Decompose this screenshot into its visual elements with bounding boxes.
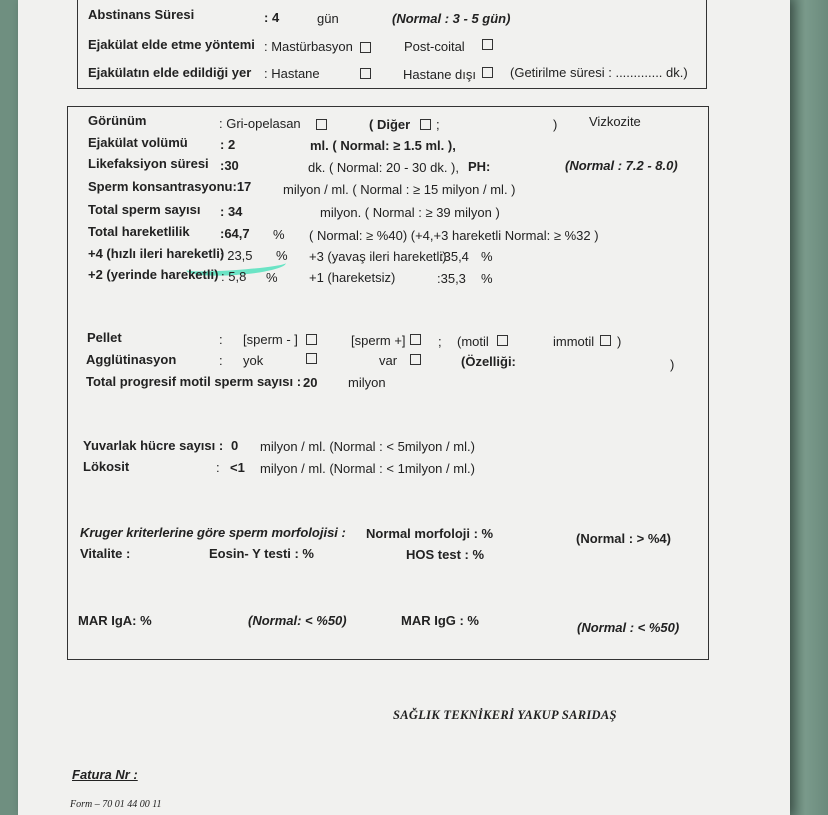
agglutination-none-checkbox[interactable] xyxy=(306,353,317,364)
round-cells-value: 0 xyxy=(231,438,239,453)
agglutination-present-checkbox[interactable] xyxy=(410,354,421,365)
pellet-sperm-minus-checkbox[interactable] xyxy=(306,334,317,345)
pellet-motile: (motil xyxy=(457,334,489,349)
agglutination-none: yok xyxy=(243,353,264,368)
appearance-label: Görünüm xyxy=(88,113,147,128)
method-option-postcoital: Post-coital xyxy=(404,39,465,54)
tpm-unit: milyon xyxy=(348,375,386,390)
viscosity-label: Vizkozite xyxy=(589,114,641,129)
delivery-time: (Getirilme süresi : ............. dk.) xyxy=(510,65,688,80)
leukocyte-value: <1 xyxy=(230,460,245,475)
place-label: Ejakülatın elde edildiği yer xyxy=(88,65,252,80)
motility-value: :64,7 xyxy=(220,226,250,241)
ph-normal: (Normal : 7.2 - 8.0) xyxy=(565,158,678,173)
leukocyte-normal: milyon / ml. (Normal : < 1milyon / ml.) xyxy=(260,461,475,476)
pellet-semicolon: ; xyxy=(438,334,442,349)
appearance-other-semicolon: ; xyxy=(436,117,440,132)
hos-test: HOS test : % xyxy=(406,547,485,562)
abstinence-unit: gün xyxy=(317,11,339,26)
leukocyte-label: Lökosit xyxy=(83,459,130,474)
normal-morphology: Normal morfoloji : % xyxy=(366,526,494,541)
appearance-other: ( Diğer xyxy=(369,117,411,132)
volume-normal: ml. ( Normal: ≥ 1.5 ml. ), xyxy=(310,138,456,153)
agglutination-feature: (Özelliği: xyxy=(461,354,516,369)
pellet-sperm-minus: [sperm - ] xyxy=(243,332,298,347)
pellet-immotile-checkbox[interactable] xyxy=(600,335,611,346)
pellet-immotile: immotil xyxy=(553,334,595,349)
kruger-label: Kruger kriterlerine göre sperm morfolojisi : xyxy=(80,525,346,540)
appearance-close: ) xyxy=(553,117,558,132)
agglutination-colon: : xyxy=(219,353,223,368)
concentration-label: Sperm konsantrasyonu:17 xyxy=(88,179,252,194)
abstinence-value: : 4 xyxy=(264,10,280,25)
method-option-masturbation: : Mastürbasyon xyxy=(264,39,353,54)
outside-checkbox[interactable] xyxy=(482,67,493,78)
ph-label: PH: xyxy=(468,159,491,174)
grade2-label: +2 (yerinde hareketli) xyxy=(88,267,219,282)
appearance-checkbox[interactable] xyxy=(316,119,327,130)
grade1-percent: % xyxy=(481,271,493,286)
masturbation-checkbox[interactable] xyxy=(360,42,371,53)
liquefaction-normal: dk. ( Normal: 20 - 30 dk. ), xyxy=(308,160,459,175)
motility-normal: ( Normal: ≥ %40) (+4,+3 hareketli Normal: ≥ %32 ) xyxy=(309,228,599,243)
tpm-label: Total progresif motil sperm sayısı : xyxy=(86,374,302,389)
background-fold xyxy=(790,0,828,815)
grade2-percent: % xyxy=(266,270,278,285)
postcoital-checkbox[interactable] xyxy=(482,39,493,50)
grade1-label: +1 (hareketsiz) xyxy=(309,270,396,285)
liquefaction-value: :30 xyxy=(220,158,239,173)
pellet-sperm-plus-checkbox[interactable] xyxy=(410,334,421,345)
grade4-percent: % xyxy=(276,248,288,263)
invoice-label: Fatura Nr : xyxy=(72,767,138,782)
mar-igg-normal: (Normal : < %50) xyxy=(577,620,680,635)
abstinence-normal: (Normal : 3 - 5 gün) xyxy=(392,11,511,26)
eosin-test: Eosin- Y testi : % xyxy=(209,546,314,561)
motility-percent: % xyxy=(273,227,285,242)
volume-value: : 2 xyxy=(220,137,236,152)
liquefaction-label: Likefaksiyon süresi xyxy=(88,156,209,171)
pellet-motile-checkbox[interactable] xyxy=(497,335,508,346)
pellet-sperm-plus: [sperm +] xyxy=(351,333,406,348)
total-count-normal: milyon. ( Normal : ≥ 39 milyon ) xyxy=(320,205,500,220)
grade3-label: +3 (yavaş ileri hareketli) xyxy=(309,249,447,264)
grade4-value: : 23,5 xyxy=(220,248,253,263)
total-count-value: : 34 xyxy=(220,204,243,219)
grade2-value: : 5,8 xyxy=(221,269,247,284)
tpm-value: 20 xyxy=(303,375,318,390)
hospital-checkbox[interactable] xyxy=(360,68,371,79)
volume-label: Ejakülat volümü xyxy=(88,135,188,150)
appearance-value: : Gri-opelasan xyxy=(219,116,301,131)
pellet-close: ) xyxy=(617,334,622,349)
appearance-other-checkbox[interactable] xyxy=(420,119,431,130)
round-cells-label: Yuvarlak hücre sayısı : xyxy=(83,438,224,453)
form-number: Form – 70 01 44 00 11 xyxy=(70,799,162,810)
abstinence-label: Abstinans Süresi xyxy=(88,7,195,22)
mar-iga-normal: (Normal: < %50) xyxy=(248,613,347,628)
leukocyte-colon: : xyxy=(216,460,220,475)
grade3-value: :35,4 xyxy=(440,249,469,264)
place-option-outside: Hastane dışı xyxy=(403,67,476,82)
vitality-label: Vitalite : xyxy=(80,546,131,561)
grade4-label: +4 (hızlı ileri hareketli) xyxy=(88,246,225,261)
grade3-percent: % xyxy=(481,249,493,264)
total-count-label: Total sperm sayısı xyxy=(88,202,201,217)
concentration-normal: milyon / ml. ( Normal : ≥ 15 milyon / ml. ) xyxy=(283,182,516,197)
morphology-normal: (Normal : > %4) xyxy=(576,531,671,546)
mar-igg: MAR IgG : % xyxy=(401,613,479,628)
technician-signature: SAĞLIK TEKNİKERİ YAKUP SARIDAŞ xyxy=(393,708,617,722)
agglutination-present: var xyxy=(379,353,398,368)
round-cells-normal: milyon / ml. (Normal : < 5milyon / ml.) xyxy=(260,439,475,454)
place-option-hospital: : Hastane xyxy=(264,66,320,81)
agglutination-close: ) xyxy=(670,357,675,372)
method-label: Ejakülat elde etme yöntemi xyxy=(88,37,255,52)
agglutination-label: Agglütinasyon xyxy=(86,352,177,367)
motility-label: Total hareketlilik xyxy=(88,224,190,239)
mar-iga: MAR IgA: % xyxy=(78,613,152,628)
pellet-colon: : xyxy=(219,332,223,347)
grade1-value: :35,3 xyxy=(437,271,466,286)
pellet-label: Pellet xyxy=(87,330,122,345)
